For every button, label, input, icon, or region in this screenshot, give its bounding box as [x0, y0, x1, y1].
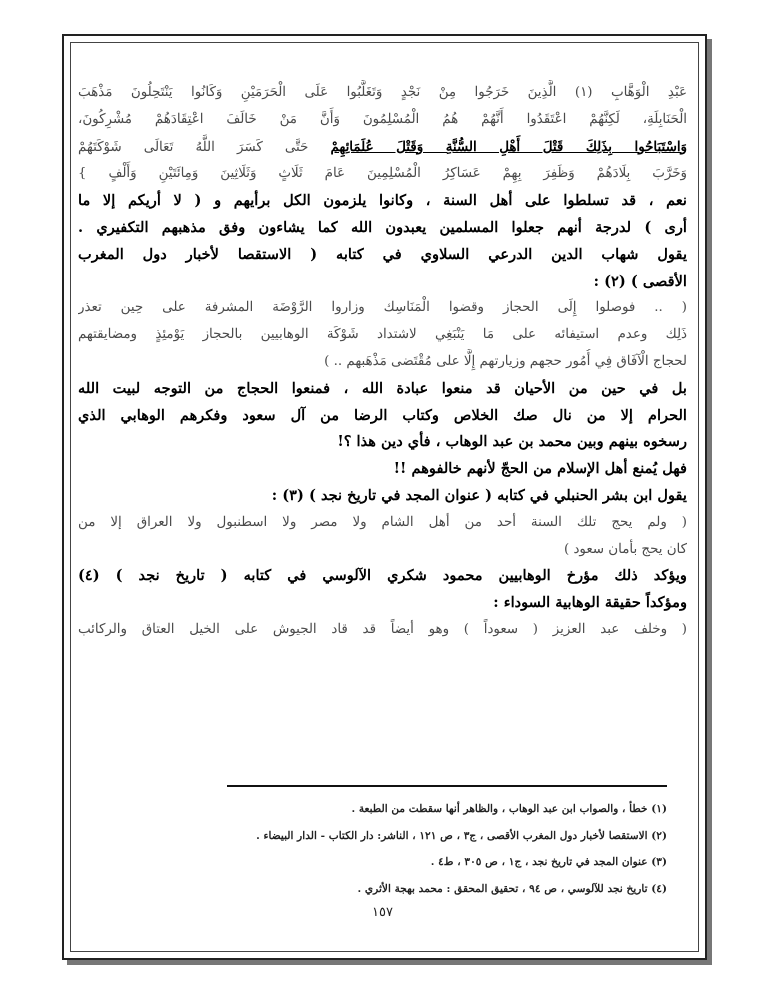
- quote-line: ( .. فوصلوا إِلَى الحجاز وقضوا الْمَنَاسِك وزاروا الرَّوْضَة المشرفة على حِين تعذر: [78, 300, 687, 316]
- footnote: (٤) تاريخ نجد للآلوسي ، ص ٩٤ ، تحقيق المحقق : محمد بهجة الأثري .: [357, 882, 667, 895]
- footnote: (٢) الاستقصا لأخبار دول المغرب الأقصى ، ج٣ ، ص ١٢١ ، الناشر: دار الكتاب - الدار البيضاء .: [256, 829, 667, 842]
- text-line: فهل يُمنع أهل الإسلام من الحجّ لأنهم خالفوهم !!: [393, 460, 687, 478]
- footnotes: [90, 796, 667, 902]
- underlined-phrase: وَاسْتَبَاحُوا بِذَلِكَ قَتْلَ أَهْلِ السُّنَّةِ وَقَتْلَ عُلَمَائِهِمْ: [330, 138, 687, 155]
- text-line: عَبْدِ الْوَهَّابِ (١) الَّذِينَ خَرَجُوا مِنْ نَجْدٍ وَتَغَلَّبُوا عَلَى الْحَرَمَيْنِ وَكَانُوا يَنْتَحِلُونَ مَذْهَبَ: [78, 85, 687, 100]
- text-line: بل في حين من الأحيان قد منعوا عبادة الله ، فمنعوا الحجاج من التوجه لبيت الله: [78, 379, 687, 397]
- main-text: [78, 80, 687, 644]
- quote-line: لحجاج الْآفَاق فِي أُمُور حجهم وزيارتهم إِلَّا على مُقْتَضى مَذْهَبهم .. ): [324, 353, 687, 369]
- text-line: الأقصى ) (٢) :: [593, 272, 687, 290]
- page-number: ١٥٧: [372, 905, 393, 920]
- text-line: يقول ابن بشر الحنبلي في كتابه ( عنوان المجد في تاريخ نجد ) (٣) :: [271, 486, 687, 504]
- text-line: الحرام إلا من نال صك الخلاص وكتاب الرضا من آل سعود وفكرهم الوهابي الذي: [78, 406, 687, 424]
- quote-line: كان يحج بأمان سعود ): [563, 541, 687, 557]
- text-line: رسخوه بينهم وبين محمد بن عبد الوهاب ، فأي دين هذا ؟!: [337, 433, 687, 451]
- text-line: ويؤكد ذلك مؤرخ الوهابيين محمود شكري الآلوسي في كتابه ( تاريخ نجد ) (٤): [78, 567, 687, 585]
- text-line: نعم ، قد تسلطوا على أهل السنة ، وكانوا يلزمون الكل برأيهم و ( لا أريكم إلا ما: [78, 192, 687, 210]
- footnote: (٣) عنوان المجد في تاريخ نجد ، ج١ ، ص ٣٠٥ ، ط٤ .: [430, 856, 667, 868]
- text-line: أرى ) لدرجة أنهم جعلوا المسلمين يعبدون الله كما يشاءون وفق مذهبهم التكفيري .: [78, 218, 687, 236]
- quote-line: ( وخلف عبد العزيز ( سعوداً ) وهو أيضاً قد قاد الجيوش على الخيل العتاق والركائب: [78, 621, 687, 637]
- footnote-separator: [227, 785, 667, 787]
- text-span: حَتَّى كَسَرَ اللَّهُ تَعَالَى شَوْكَتَهُمْ: [78, 139, 331, 155]
- footnote: (١) خطأ ، والصواب ابن عبد الوهاب ، والظاهر أنها سقطت من الطبعة .: [351, 803, 667, 815]
- text-line: ومؤكداً حقيقة الوهابية السوداء :: [493, 594, 687, 612]
- quote-line: ( ولم يحج تلك السنة أحد من أهل الشام ولا مصر ولا اسطنبول ولا العراق إلا من: [78, 514, 687, 530]
- text-line-highlighted: [78, 134, 687, 162]
- quote-line: ذَلِك وعدم استيفائه على مَا يَنْبَغِي لاشتداد شَوْكَة الوهابيين بالحجاز يَوْمئِذٍ ومضايقتهم: [78, 327, 687, 343]
- text-line: يقول شهاب الدين الدرعي السلاوي في كتابه ( الاستقصا لأخبار دول المغرب: [78, 245, 687, 263]
- text-line: الْحَنَابِلَةِ، لَكِنَّهُمْ اعْتَقَدُوا أَنَّهُمْ هُمُ الْمُسْلِمُونَ وَأَنَّ مَنْ خَالَفَ اعْتِقَادَهُمْ مُشْرِكُونَ،: [78, 111, 687, 127]
- text-line: وَخَرَّبَ بِلَادَهُمْ وَظَفِرَ بِهِمْ عَسَاكِرُ الْمُسْلِمِينَ عَامَ ثَلَاثٍ وَثَلَاثِينَ وَمِائَتَيْنِ وَأَلْفٍ }: [78, 166, 687, 182]
